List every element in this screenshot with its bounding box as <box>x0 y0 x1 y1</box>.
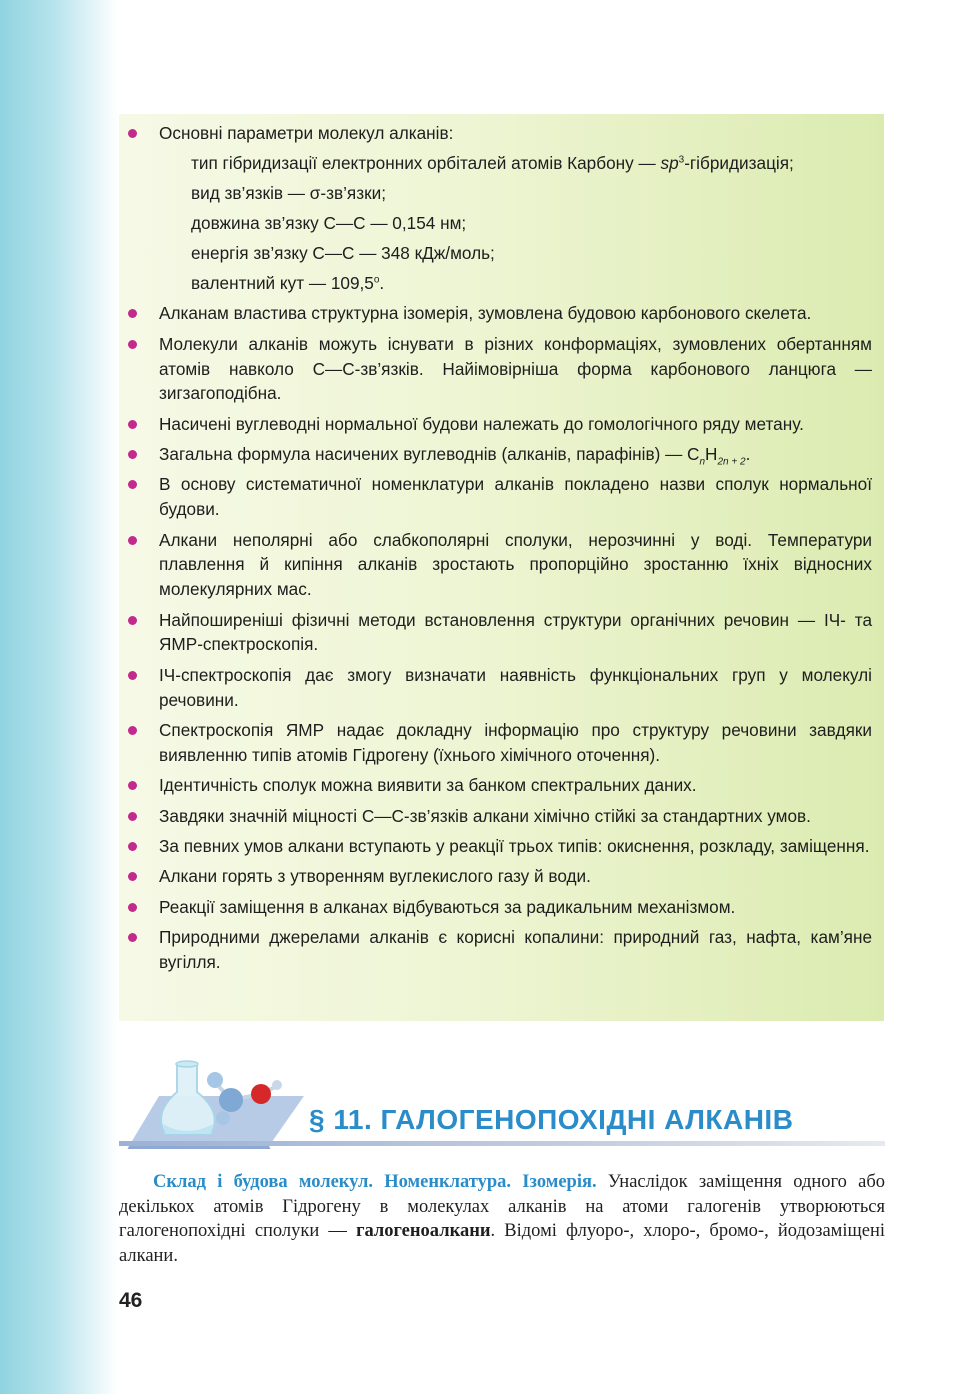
summary-item <box>119 472 872 522</box>
summary-item <box>119 301 872 326</box>
bullet-dot-icon <box>128 781 137 790</box>
heading-underline <box>119 1141 885 1146</box>
summary-item <box>119 332 872 406</box>
bullet-dot-icon <box>128 450 137 459</box>
parameter-em: sp <box>660 152 679 173</box>
summary-item-text: Основні параметри молекул алканів: <box>159 123 454 143</box>
formula-text: . <box>745 444 751 465</box>
parameter-text: вид зв’язків — <box>191 182 310 203</box>
summary-item <box>119 608 872 658</box>
section-paragraph <box>119 1170 885 1268</box>
summary-item <box>119 718 872 768</box>
bullet-dot-icon <box>128 903 137 912</box>
parameter-text: валентний кут — 109,5 <box>191 272 374 293</box>
summary-item <box>119 864 872 889</box>
summary-item-text: Алкани горять з утворенням вуглекислого газу й води. <box>159 866 591 887</box>
parameter-item: довжина зв’язку С—С — 0,154 нм; <box>191 212 467 233</box>
degree-sup: o <box>373 274 380 286</box>
paragraph-text: Унаслідок заміщення одного або декількох атомів Гідрогену в молекулах алканів на атоми галогенів утворюються галогенопохідні сполуки — <box>119 1172 885 1242</box>
chemistry-flask-molecule-icon <box>119 1054 304 1149</box>
paragraph-text: . Відомі флуоро-, хлоро-, бромо-, йодозаміщені алкани. <box>119 1221 885 1266</box>
parameter-list <box>159 151 872 296</box>
bullet-dot-icon <box>128 536 137 545</box>
summary-item <box>119 925 872 975</box>
summary-item-text: Реакції заміщення в алканах відбуваються за радикальним механізмом. <box>159 896 736 917</box>
summary-item-text: За певних умов алкани вступають у реакції трьох типів: окиснення, розкладу, заміщення. <box>159 835 870 856</box>
parameter-text: тип гібридизації електронних орбіталей атомів Карбону — <box>191 152 661 173</box>
parameter-item <box>159 151 872 176</box>
bullet-dot-icon <box>128 340 137 349</box>
section-title: § 11. ГАЛОГЕНОПОХІДНІ АЛКАНІВ <box>309 1104 794 1135</box>
summary-item-text: Найпоширеніші фізичні методи встановлення структури органічних речовин — ІЧ- та ЯМР-спектроскопія. <box>159 609 872 655</box>
key-term: галогеноалкани <box>356 1221 491 1242</box>
formula-subscript: 2n + 2 <box>717 456 746 468</box>
summary-item-text: Ідентичність сполук можна виявити за банком спектральних даних. <box>159 775 697 796</box>
bullet-dot-icon <box>128 129 137 138</box>
summary-list <box>119 121 872 975</box>
bullet-dot-icon <box>128 872 137 881</box>
summary-item-text: Алкани неполярні або слабкополярні сполуки, нерозчинні у воді. Температури плавлення й кипіння алканів зростають пропорційно зростанню їхніх відносних молекулярних мас. <box>159 529 872 600</box>
summary-item <box>119 804 872 829</box>
section-heading <box>119 1046 885 1156</box>
summary-item <box>119 121 872 296</box>
bullet-dot-icon <box>128 309 137 318</box>
parameter-item <box>159 181 872 206</box>
parameter-text: -зв’язки; <box>320 182 387 203</box>
side-color-strip <box>0 0 118 1394</box>
summary-box <box>119 114 884 1021</box>
summary-item-text: Молекули алканів можуть існувати в різних конформаціях, зумовлених обертанням атомів навколо С—С-зв’язків. Найімовірніша форма карбонового ланцюга — зигзагоподібна. <box>159 333 872 404</box>
summary-item <box>119 412 872 437</box>
parameter-sup: 3 <box>678 154 685 166</box>
summary-item <box>119 528 872 602</box>
summary-item <box>119 663 872 713</box>
bullet-dot-icon <box>128 480 137 489</box>
formula-text: H <box>705 444 718 465</box>
summary-item-text: В основу систематичної номенклатури алканів покладено назви сполук нормальної будови. <box>159 474 872 520</box>
summary-item <box>119 834 872 859</box>
summary-item <box>119 895 872 920</box>
bullet-dot-icon <box>128 726 137 735</box>
summary-item-text: Насичені вуглеводні нормальної будови належать до гомологічного ряду метану. <box>159 413 804 434</box>
formula-subscript: n <box>699 456 706 468</box>
parameter-item: енергія зв’язку С—С — 348 кДж/моль; <box>191 242 495 263</box>
sigma-symbol: σ <box>309 182 321 203</box>
parameter-text: . <box>379 272 385 293</box>
bullet-dot-icon <box>128 671 137 680</box>
parameter-item <box>159 271 872 296</box>
summary-item <box>119 773 872 798</box>
bullet-dot-icon <box>128 812 137 821</box>
paragraph-lead: Склад і будова молекул. Номенклатура. Ізомерія. <box>153 1172 597 1192</box>
page-number: 46 <box>119 1289 143 1312</box>
formula-text: Загальна формула насичених вуглеводнів (алканів, парафінів) — C <box>159 444 700 465</box>
bullet-dot-icon <box>128 842 137 851</box>
bullet-dot-icon <box>128 420 137 429</box>
bullet-dot-icon <box>128 616 137 625</box>
bullet-dot-icon <box>128 933 137 942</box>
summary-item-text: Алканам властива структурна ізомерія, зумовлена будовою карбонового скелета. <box>159 303 812 324</box>
summary-item-text: Завдяки значній міцності С—С-зв’язків алкани хімічно стійкі за стандартних умов. <box>159 805 811 826</box>
summary-item <box>119 442 872 467</box>
parameter-text: -гібридизація; <box>684 152 794 173</box>
summary-item-text: Спектроскопія ЯМР надає докладну інформацію про структуру речовини завдяки виявленню типів атомів Гідрогену (їхнього хімічного оточення). <box>159 720 872 765</box>
summary-item-text: ІЧ-спектроскопія дає змогу визначати наявність функціональних груп у молекулі речовини. <box>159 664 872 710</box>
summary-item-text: Природними джерелами алканів є корисні копалини: природний газ, нафта, кам’яне вугілля. <box>159 927 872 972</box>
